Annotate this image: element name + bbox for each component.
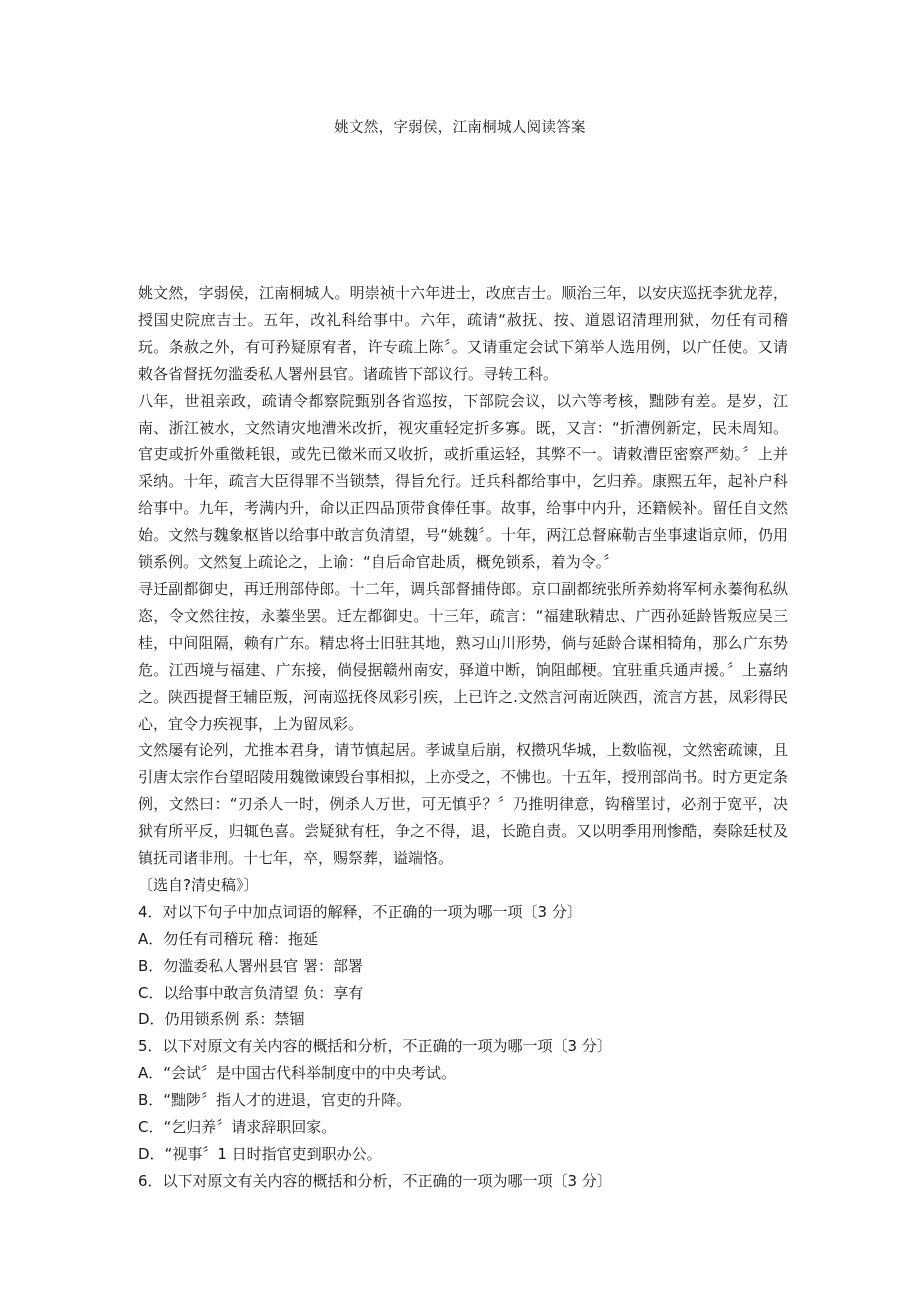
option-line: D．仍用锁系例 系：禁锢 bbox=[138, 1010, 305, 1029]
option-line: B．“黜陟〞指人才的进退，官吏的升降。 bbox=[138, 1091, 412, 1110]
question-6: 6．以下对原文有关内容的概括和分析，不正确的一项为哪一项〔3 分〕 bbox=[138, 1171, 612, 1190]
source-citation: 〔选自?清史稿》〕 bbox=[138, 875, 259, 894]
question-4: 4．对以下句子中加点词语的解释，不正确的一项为哪一项〔3 分〕 bbox=[138, 902, 582, 921]
question-list bbox=[138, 899, 788, 1195]
question-5: 5．以下对原文有关内容的概括和分析，不正确的一项为哪一项〔3 分〕 bbox=[138, 1037, 612, 1056]
paragraph-4: 文然屡有论列，尤推本君身，请节慎起居。孝诚皇后崩，权攒巩华城，上数临视，文然密疏谏，且引唐太宗作台望昭陵用魏徵谏毁台事相拟，上亦受之，不怫也。十五年，授刑部尚书。时方更定条例，文然曰：“刃杀人一时，例杀人万世，可无慎乎？〞乃推明律意，钩稽罣讨，必剂于宽平，决狱有所平反，归辄色喜。尝疑狱有枉，争之不得，退，长跪自责。又以明季用刑惨酷，奏除廷杖及镇抚司诸非刑。十七年，卒，赐祭葬，谥端恪。 bbox=[138, 741, 788, 868]
page-title: 姚文然，字弱侯，江南桐城人阅读答案 bbox=[334, 120, 586, 136]
option-line: A．勿任有司稽玩 稽：拖延 bbox=[138, 929, 319, 948]
option-line: D．“视事〞1 日时指官吏到职办公。 bbox=[138, 1145, 382, 1163]
option-line: A．“会试〞是中国古代科举制度中的中央考试。 bbox=[138, 1064, 457, 1083]
option-line: C．以给事中敢言负清望 负：享有 bbox=[138, 983, 364, 1002]
article-body bbox=[138, 280, 788, 1195]
paragraph-1: 姚文然，字弱侯，江南桐城人。明崇祯十六年进士，改庶吉士。顺治三年，以安庆巡抚李犹龙荐，授国史院庶吉士。五年，改礼科给事中。六年，疏请“赦抚、按、道恩诏清理刑狱，勿任有司稽玩。条赦之外，有可矜疑原宥者，许专疏上陈〞。又请重定会试下第举人选用例，以广任使。又请敕各省督抚勿滥委私人署州县官。诸疏皆下部议行。寻转工科。 bbox=[138, 284, 788, 383]
option-line: C．“乞归养〞请求辞职回家。 bbox=[138, 1118, 337, 1137]
paragraph-3: 寻迁副都御史，再迁刑部侍郎。十二年，调兵部督捕侍郎。京口副都统张所养劾将军柯永蓁徇私纵恣，令文然往按，永蓁坐罢。迁左都御史。十三年，疏言：“福建耿精忠、广西孙延龄皆叛应吴三桂，中间阻隔，赖有广东。精忠将士旧驻其地，熟习山川形势，倘与延龄合谋相犄角，那么广东势危。江西境与福建、广东接，倘侵据赣州南安，驿道中断，饷阻邮梗。宜驻重兵通声援。〞上嘉纳之。陕西提督王辅臣叛，河南巡抚佟凤彩引疾，上已许之.文然言河南近陕西，流言方甚，凤彩得民心，宜令力疾视事，上为留凤彩。 bbox=[138, 579, 788, 733]
paragraph-2: 八年，世祖亲政，疏请令都察院甄别各省巡按，下部院会议，以六等考核，黜陟有差。是岁，江南、浙江被水，文然请灾地漕米改折，视灾重轻定折多寡。既，又言：“折漕例新定，民未周知。官吏或折外重徵耗银，或先已徵米而又收折，或折重运轻，其弊不一。请敕漕臣密察严劾。〞上并采纳。十年，疏言大臣得罪不当锁禁，得旨允行。迁兵科都给事中，乞归养。康熙五年，起补户科给事中。九年，考满内升，命以正四品顶带食俸任事。故事，给事中内升，还籍候补。留任自文然始。文然与魏象枢皆以给事中敢言负清望，号“姚魏〞。十年，两江总督麻勒吉坐事逮诣京师，仍用锁系例。文然复上疏论之，上谕：“自后命官赴质，概免锁系，着为令。〞 bbox=[138, 391, 788, 572]
option-line: B．勿滥委私人署州县官 署：部署 bbox=[138, 956, 364, 975]
